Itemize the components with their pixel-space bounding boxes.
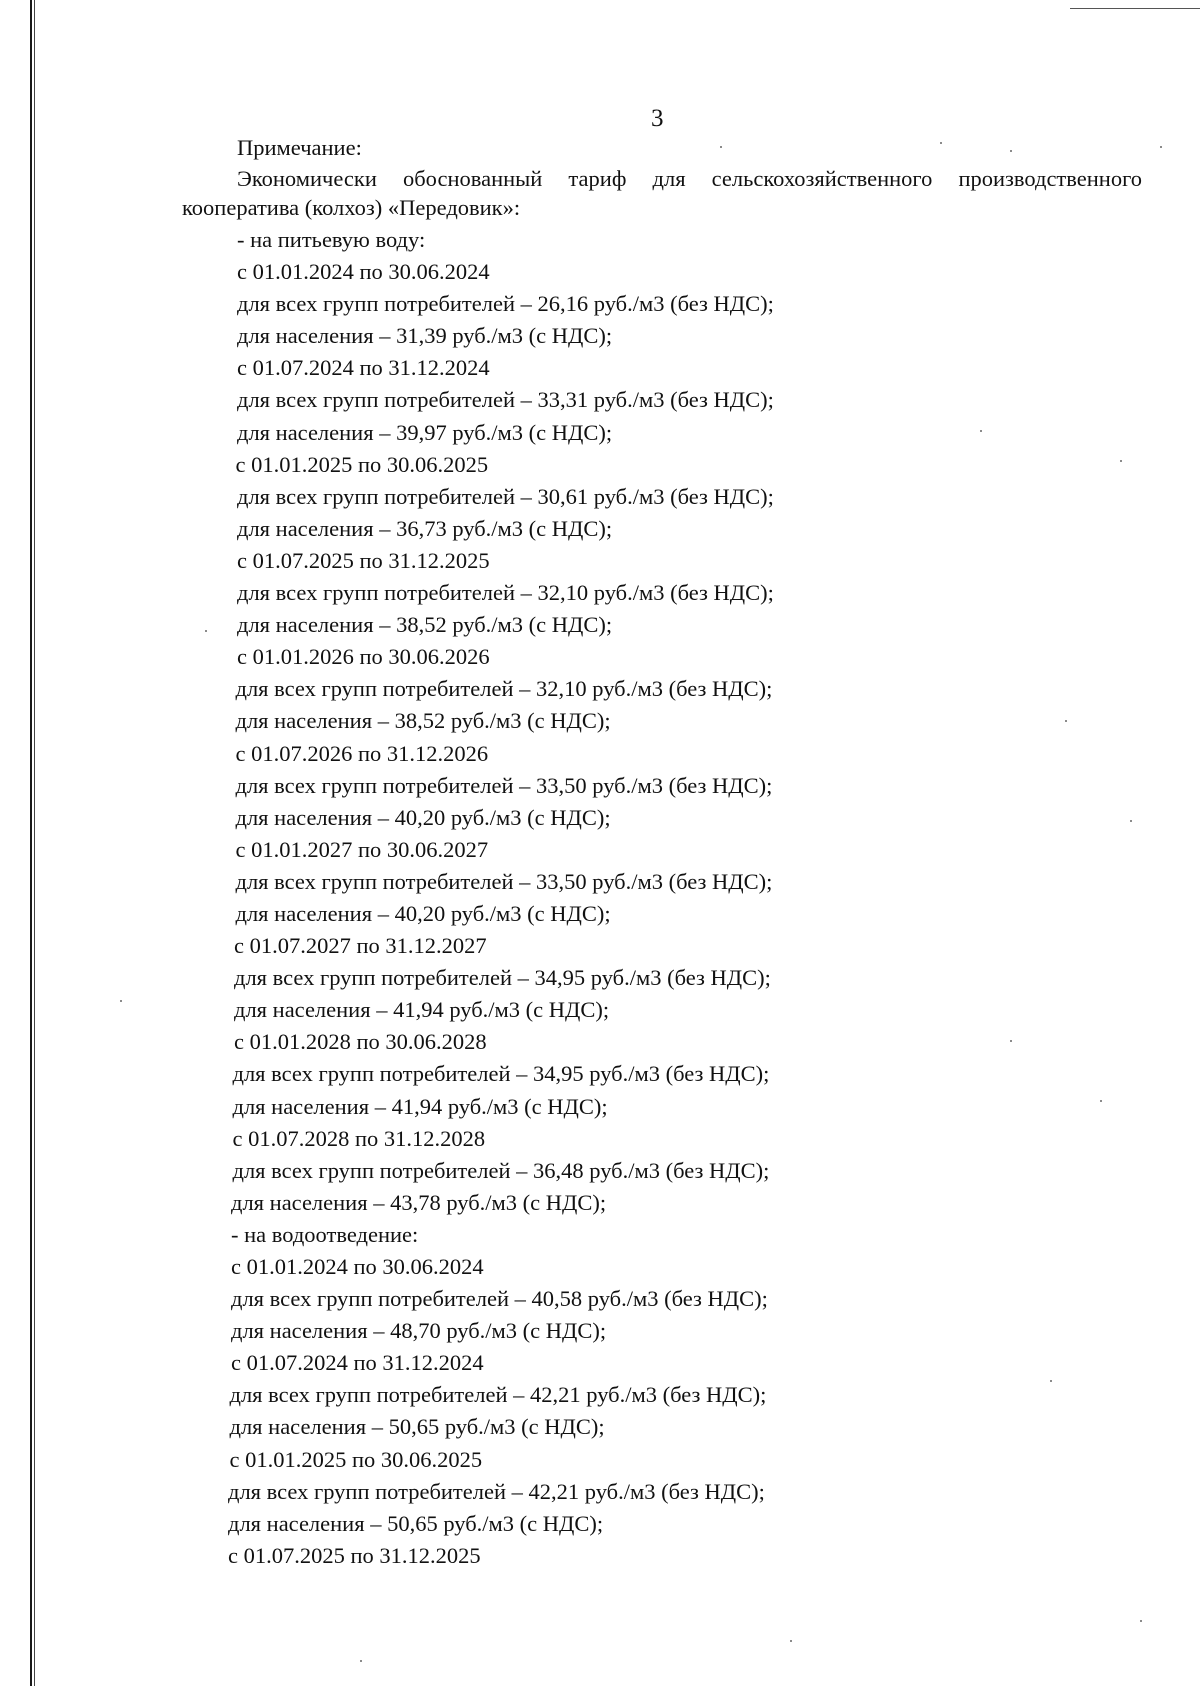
tariff-line: с 01.07.2027 по 31.12.2027 [234, 933, 487, 959]
tariff-line: для всех групп потребителей – 30,61 руб./м3 (без НДС); [237, 483, 774, 509]
tariff-line: - на водоотведение: [231, 1221, 419, 1247]
note-section [182, 132, 1142, 1572]
tariff-line: для всех групп потребителей – 42,21 руб./м3 (без НДС); [228, 1478, 765, 1504]
tariff-line: для всех групп потребителей – 40,58 руб./м3 (без НДС); [231, 1286, 768, 1312]
tariff-line: для населения – 31,39 руб./м3 (с НДС); [237, 323, 613, 349]
tariff-line: для населения – 38,52 руб./м3 (с НДС); [235, 708, 611, 734]
tariff-line: с 01.01.2025 по 30.06.2025 [235, 451, 489, 477]
tariff-line: с 01.01.2025 по 30.06.2025 [229, 1446, 483, 1472]
tariff-line: для всех групп потребителей – 33,31 руб./м3 (без НДС); [237, 387, 774, 413]
tariff-line: с 01.01.2027 по 30.06.2027 [235, 836, 489, 862]
tariff-line: для населения – 40,20 руб./м3 (с НДС); [235, 900, 611, 926]
tariff-line: - на питьевую воду: [237, 227, 426, 252]
tariff-line: для населения – 38,52 руб./м3 (с НДС); [237, 612, 613, 638]
scan-left-edge-inner [34, 0, 35, 1686]
note-title: Примечание: [237, 135, 362, 160]
tariff-line: для всех групп потребителей – 42,21 руб./м3 (без НДС); [229, 1382, 767, 1408]
tariff-line: с 01.01.2028 по 30.06.2028 [234, 1029, 487, 1055]
tariff-line: для населения – 41,94 руб./м3 (с НДС); [234, 997, 610, 1023]
tariff-line: с 01.07.2024 по 31.12.2024 [231, 1350, 484, 1376]
tariff-line: для населения – 40,20 руб./м3 (с НДС); [235, 804, 611, 830]
tariff-line: для всех групп потребителей – 36,48 руб./м3 (без НДС); [232, 1157, 770, 1183]
tariff-line: для всех групп потребителей – 34,95 руб./м3 (без НДС); [234, 965, 771, 991]
tariff-line: для населения – 48,70 руб./м3 (с НДС); [231, 1318, 607, 1344]
tariff-line: с 01.07.2026 по 31.12.2026 [235, 740, 489, 766]
tariff-line: для всех групп потребителей – 34,95 руб./м3 (без НДС); [232, 1061, 770, 1087]
scan-left-edge [30, 0, 32, 1686]
scan-top-rule [1070, 8, 1200, 9]
tariff-line: с 01.07.2024 по 31.12.2024 [237, 355, 490, 381]
tariff-line: для населения – 41,94 руб./м3 (с НДС); [232, 1093, 608, 1119]
page-number: 3 [651, 105, 664, 132]
tariff-line: для населения – 36,73 руб./м3 (с НДС); [237, 515, 613, 541]
tariff-line: для населения – 43,78 руб./м3 (с НДС); [231, 1189, 607, 1215]
tariff-line: с 01.07.2028 по 31.12.2028 [232, 1125, 486, 1151]
tariff-line: для всех групп потребителей – 26,16 руб./м3 (без НДС); [237, 291, 774, 317]
tariff-line: для населения – 50,65 руб./м3 (с НДС); [228, 1510, 604, 1536]
tariff-line: для населения – 39,97 руб./м3 (с НДС); [237, 419, 613, 445]
tariff-line: для всех групп потребителей – 32,10 руб./м3 (без НДС); [235, 676, 773, 702]
tariff-line: с 01.01.2024 по 30.06.2024 [237, 259, 490, 285]
tariff-line: с 01.07.2025 по 31.12.2025 [228, 1542, 481, 1568]
tariff-line: для населения – 50,65 руб./м3 (с НДС); [229, 1414, 605, 1440]
tariff-line: для всех групп потребителей – 32,10 руб./м3 (без НДС); [237, 580, 774, 606]
tariff-line: с 01.01.2026 по 30.06.2026 [237, 644, 490, 670]
tariff-line: для всех групп потребителей – 33,50 руб./м3 (без НДС); [235, 772, 773, 798]
tariff-line: с 01.01.2024 по 30.06.2024 [231, 1254, 484, 1279]
tariff-line: для всех групп потребителей – 33,50 руб./м3 (без НДС); [235, 868, 773, 894]
tariff-line: с 01.07.2025 по 31.12.2025 [237, 547, 490, 573]
tariff-lines [182, 224, 1142, 1572]
tariff-intro-paragraph: Экономически обоснованный тариф для сельскохозяйственного производственного кооператива (колхоз) «Передовик»: [182, 166, 1142, 220]
